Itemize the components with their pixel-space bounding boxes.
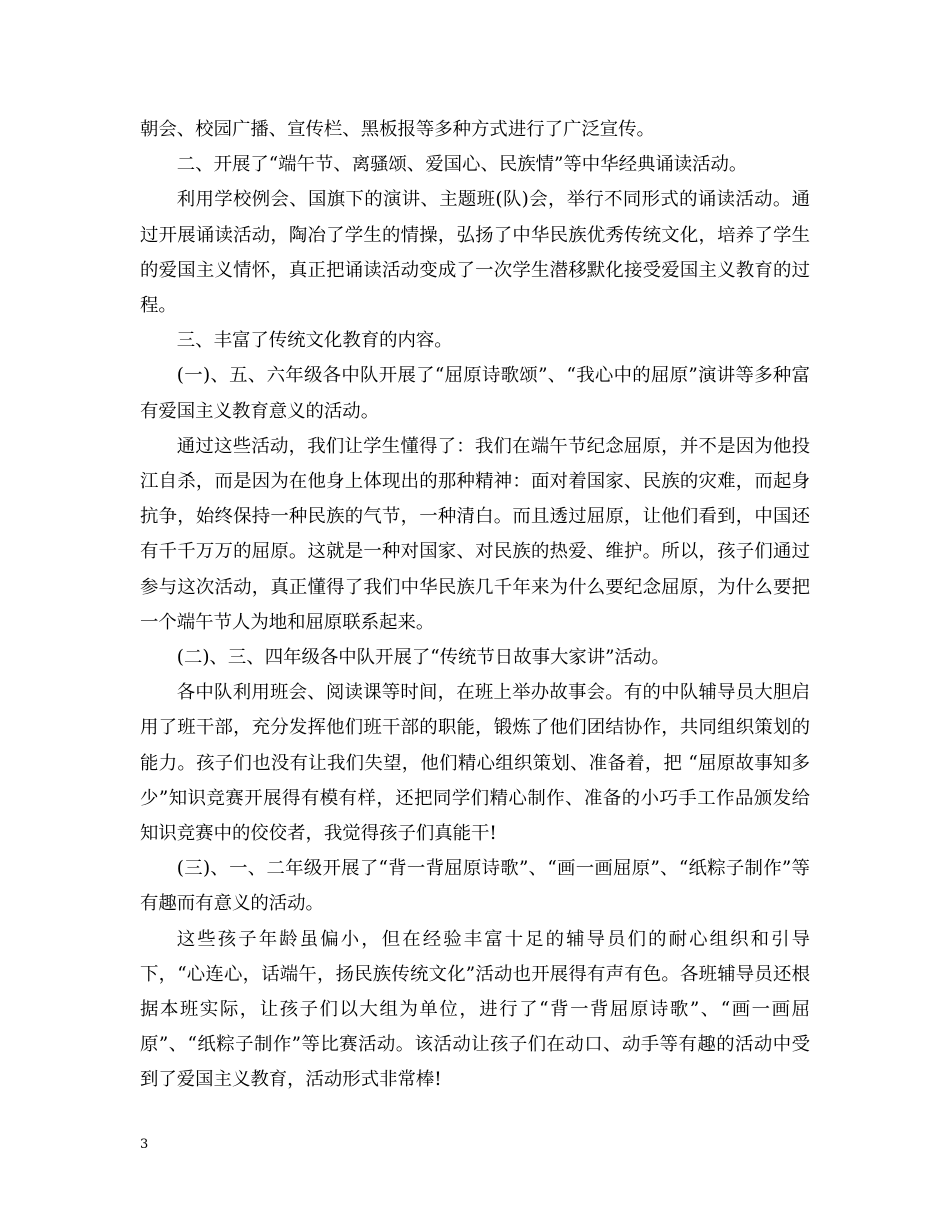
paragraph-grade-one-two: (三)、一、二年级开展了“背一背屈原诗歌”、“画一画屈原”、“纸粽子制作”等有趣而有意义的活动。 <box>140 858 810 915</box>
paragraph-story-sessions: 各中队利用班会、阅读课等时间，在班上举办故事会。有的中队辅导员大胆启用了班干部，充分发挥他们班干部的职能，锻炼了他们团结协作，共同组织策划的能力。孩子们也没有让我们失望，他们精心组织策划、准备着，把 “屈原故事知多少”知识竞赛开展得有模有样，还把同学们精心制作、准备的小巧手工作品颁发给知识竞赛中的佼佼者，我觉得孩子们真能干! <box>140 682 810 845</box>
paragraph-section-two-heading: 二、开展了“端午节、离骚颂、爱国心、民族情”等中华经典诵读活动。 <box>176 154 748 176</box>
paragraph-section-three-heading: 三、丰富了传统文化教育的内容。 <box>176 330 453 352</box>
paragraph-grade-three-four: (二)、三、四年级各中队开展了“传统节日故事大家讲”活动。 <box>176 647 670 669</box>
paragraph-grade-five-six: (一)、五、六年级各中队开展了“屈原诗歌颂”、“我心中的屈原”演讲等多种富有爱国主义教育意义的活动。 <box>140 365 810 422</box>
paragraph-young-children: 这些孩子年龄虽偏小，但在经验丰富十足的辅导员们的耐心组织和引导下，“心连心，话端午，扬民族传统文化”活动也开展得有声有色。各班辅导员还根据本班实际，让孩子们以大组为单位，进行了“背一背屈原诗歌”、“画一画屈原”、“纸粽子制作”等比赛活动。该活动让孩子们在动口、动手等有趣的活动中受到了爱国主义教育，活动形式非常棒! <box>140 928 810 1091</box>
paragraph-qu-yuan-spirit: 通过这些活动，我们让学生懂得了：我们在端午节纪念屈原，并不是因为他投江自杀，而是因为在他身上体现出的那种精神：面对着国家、民族的灾难，而起身抗争，始终保持一种民族的气节，一种清白。而且透过屈原，让他们看到，中国还有千千万万的屈原。这就是一种对国家、对民族的热爱、维护。所以，孩子们通过参与这次活动，真正懂得了我们中华民族几千年来为什么要纪念屈原，为什么要把一个端午节人为地和屈原联系起来。 <box>140 435 810 633</box>
paragraph-continuation: 朝会、校园广播、宣传栏、黑板报等多种方式进行了广泛宣传。 <box>140 119 655 140</box>
paragraph-recitation-activities: 利用学校例会、国旗下的演讲、主题班(队)会，举行不同形式的诵读活动。通过开展诵读活动，陶冶了学生的情操，弘扬了中华民族优秀传统文化，培养了学生的爱国主义情怀，真正把诵读活动变成了一次学生潜移默化接受爱国主义教育的过程。 <box>140 189 810 317</box>
page-number: 3 <box>140 1137 149 1152</box>
body-text <box>140 112 810 1098</box>
